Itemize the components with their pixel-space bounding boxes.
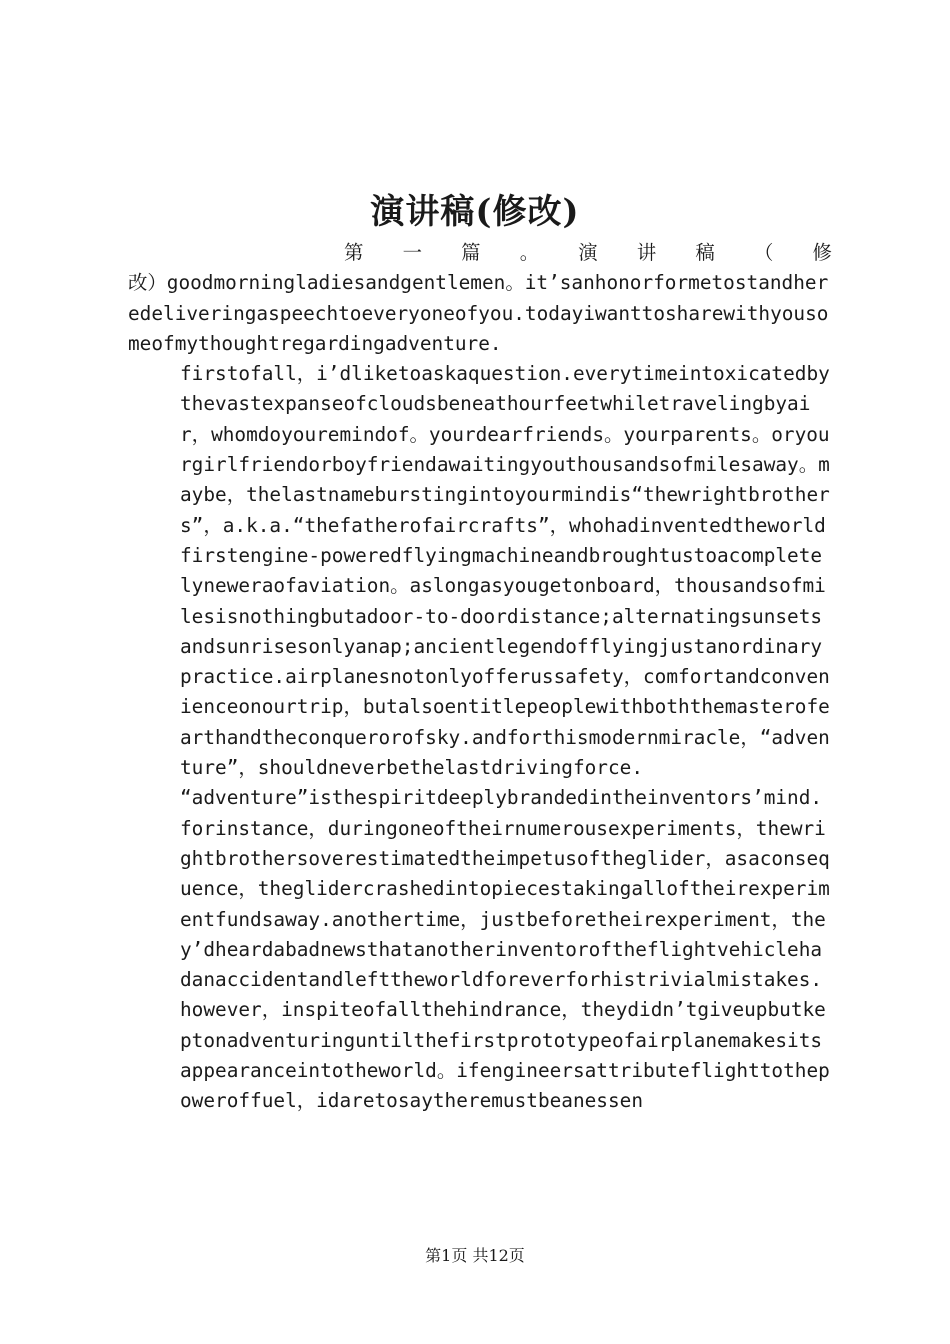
heading-char: 一	[402, 241, 422, 264]
document-title: 演讲稿(修改)	[370, 192, 580, 232]
heading-char: 修	[812, 241, 832, 264]
heading-char: 。	[519, 241, 540, 264]
heading-char: 讲	[636, 241, 657, 264]
paragraph: firstofall，i’dliketoaskaquestion.everytimeintoxicatedbythevastexpanseofcloudsbeneathourfeetwhiletravelingbyair，whomdoyouremindof。yourdearfriends。yourparents。oryourgirlfriendorboyfriendawaitingyouthousandsofmilesaway。maybe，thelastnameburstingintoyourmindis“thewrightbrothers”，a.k.a.“thefatherofaircrafts”，whohadinventedtheworldfirstengine-poweredflyingmachineandbroughtustoacompletelyneweraofaviation。aslongasyougetonboard，thousandsofmilesisnothingbutadoor-to-doordistance;alternatingsunsetsandsunrisesonlyanap;ancientlegendofflyingjustanordinarypractice.airplanesnotonlyofferussafety，comfortandconvenienceonourtrip，butalsoentitlepeoplewithboththemasterofearthandtheconquerorofsky.andforthismodernmiracle，“adventure”，shouldneverbethelastdrivingforce.	[180, 362, 830, 780]
section-heading	[128, 238, 832, 268]
heading-char: 篇	[461, 241, 481, 264]
heading-char: 第	[344, 241, 364, 264]
paragraph: 改）goodmorningladiesandgentlemen。it’sanhonorformetostandheredeliveringaspeechtoeveryoneofyou.todayiwanttosharewithyousomeofmythoughtregardingadventure.	[128, 271, 829, 355]
heading-char: 稿	[695, 241, 715, 264]
document-body	[128, 238, 832, 1117]
page-footer: 第1页 共12页	[425, 1246, 525, 1265]
heading-char: （	[753, 241, 774, 264]
heading-char: 演	[578, 241, 598, 264]
paragraph: “adventure”isthespiritdeeplybrandedintheinventors’mind.forinstance，duringoneoftheirnumerousexperiments，thewrightbrothersoverestimatedtheimpetusoftheglider，asaconsequence，theglidercrashedintopiecestakingalloftheirexperimentfundsaway.anothertime，justbeforetheirexperiment，they’dheardabadnewsthatanotherinventoroftheflightvehiclehadanaccidentandlefttheworldforeverforhistrivialmistakes.however，inspiteofallthehindrance，theydidn’tgiveupbutkeptonadventuringuntilthefirstprototypeofairplanemakesitsappearanceintotheworld。ifengineersattributeflighttothepoweroffuel，idaretosaytheremustbeanessen	[180, 786, 830, 1113]
